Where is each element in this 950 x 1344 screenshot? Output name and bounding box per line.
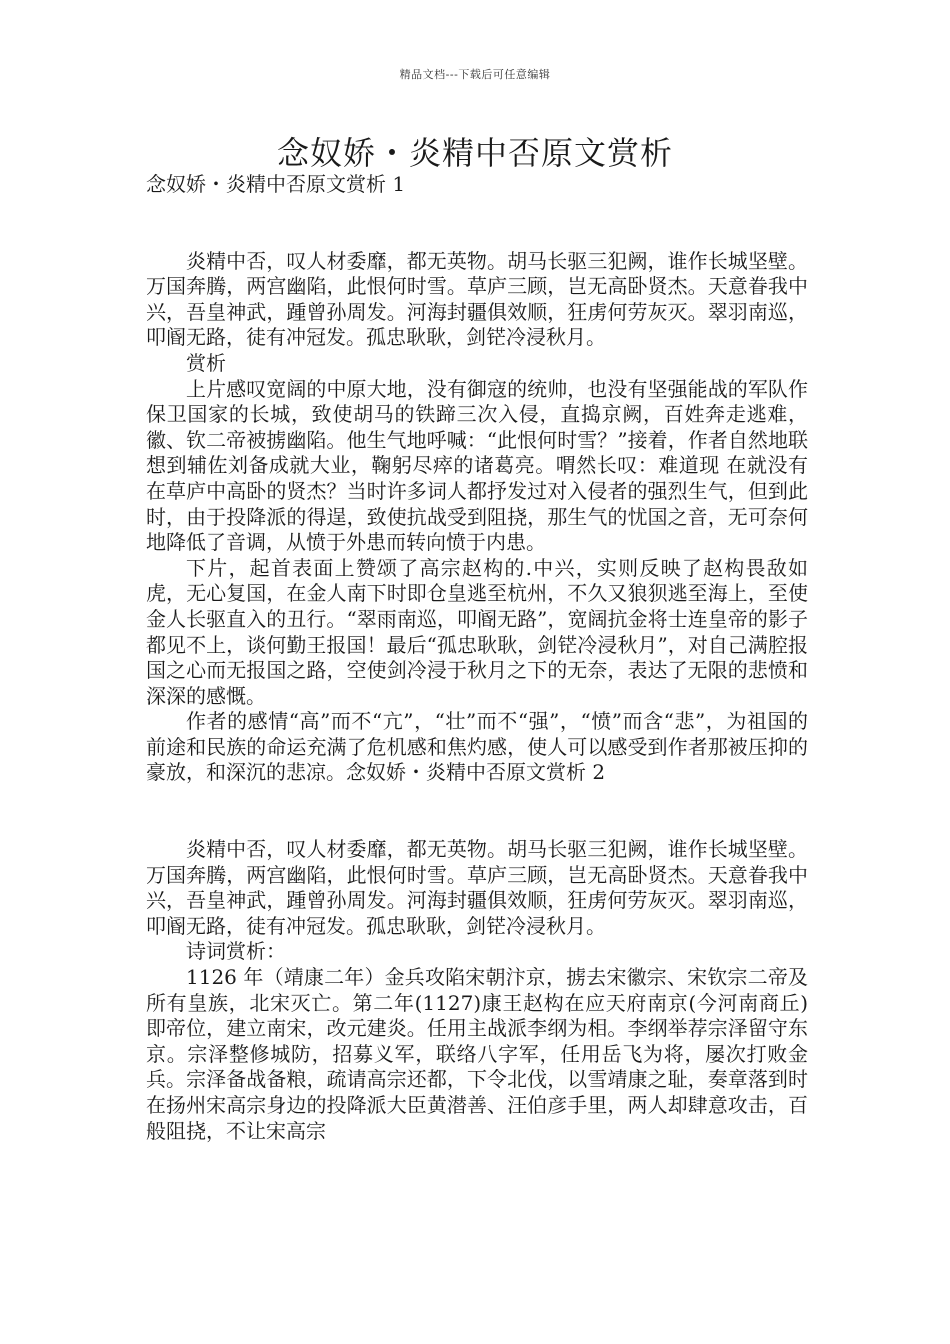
appreciation-label-2: 诗词赏析： xyxy=(186,939,286,964)
header-note: 精品文档---下载后可任意编辑 xyxy=(399,68,551,81)
appreciation-paragraph: 上片感叹宽阔的中原大地，没有御寇的统帅，也没有坚强能战的军队作保卫国家的长城，致使胡马的铁蹄三次入侵，直捣京阙，百姓奔走逃难，徽、钦二帝被掳幽陷。他生气地呼喊：“此恨何时雪？”接着，作者自然地联想到辅佐刘备成就大业，鞠躬尽瘁的诸葛亮。喟然长叹：难道现 在就没有在草庐中高卧的贤杰？当时许多词人都抒发过对入侵者的强烈生气，但到此时，由于投降派的得逞，致使抗战受到阻挠，那生气的忧国之音，无可奈何地降低了音调，从愤于外患而转向愤于内患。 xyxy=(146,376,808,555)
poem-text-2: 炎精中否，叹人材委靡，都无英物。胡马长驱三犯阙，谁作长城坚壁。万国奔腾，两宫幽陷，此恨何时雪。草庐三顾，岂无高卧贤杰。天意眷我中兴，吾皇神武，踵曾孙周发。河海封疆俱效顺，狂虏何劳灰灭。翠羽南巡，叩阍无路，徒有冲冠发。孤忠耿耿，剑铓冷浸秋月。 xyxy=(146,837,808,938)
article-body xyxy=(146,172,808,1144)
section-heading-1: 念奴娇・炎精中否原文赏析 1 xyxy=(146,172,406,196)
appreciation-paragraph: 作者的感情“高”而不“亢”，“壮”而不“强”，“愤”而含“悲”，为祖国的前途和民族的命运充满了危机感和焦灼感，使人可以感受到作者那被压抑的豪放，和深沉的悲凉。念奴娇・炎精中否原文赏析 2 xyxy=(146,709,808,785)
blank-space xyxy=(146,786,808,837)
page-title: 念奴娇・炎精中否原文赏析 xyxy=(276,134,673,172)
appreciation-paragraph: 下片，起首表面上赞颂了高宗赵构的.中兴，实则反映了赵构畏敌如虎，无心复国，在金人南下时即仓皇逃至杭州，不久又狼狈逃至海上，至使金人长驱直入的丑行。“翠雨南巡，叩阍无路”，宽阔抗金将士连皇帝的影子都见不上，谈何勤王报国！最后“孤忠耿耿，剑铓冷浸秋月”，对自己满腔报国之心而无报国之路，空使剑冷浸于秋月之下的无奈，表达了无限的悲愤和深深的感慨。 xyxy=(146,555,808,708)
poem-text-1: 炎精中否，叹人材委靡，都无英物。胡马长驱三犯阙，谁作长城坚壁。万国奔腾，两宫幽陷，此恨何时雪。草庐三顾，岂无高卧贤杰。天意眷我中兴，吾皇神武，踵曾孙周发。河海封疆俱效顺，狂虏何劳灰灭。翠羽南巡，叩阍无路，徒有冲冠发。孤忠耿耿，剑铓冷浸秋月。 xyxy=(146,248,808,350)
appreciation-label-1: 赏析 xyxy=(186,350,226,375)
blank-space xyxy=(146,198,808,249)
appreciation-paragraph: 1126 年（靖康二年）金兵攻陷宋朝汴京，掳去宋徽宗、宋钦宗二帝及所有皇族，北宋灭亡。第二年(1127)康王赵构在应天府南京(今河南商丘)即帝位，建立南宋，改元建炎。任用主战派李纲为相。李纲举荐宗泽留守东京。宗泽整修城防，招募义军，联络八字军，任用岳飞为将，屡次打败金兵。宗泽备战备粮，疏请高宗还都，下令北伐，以雪靖康之耻，奏章落到时在扬州宋高宗身边的投降派大臣黄潜善、汪伯彦手里，两人却肆意攻击，百般阻挠，不让宋高宗 xyxy=(146,965,808,1143)
